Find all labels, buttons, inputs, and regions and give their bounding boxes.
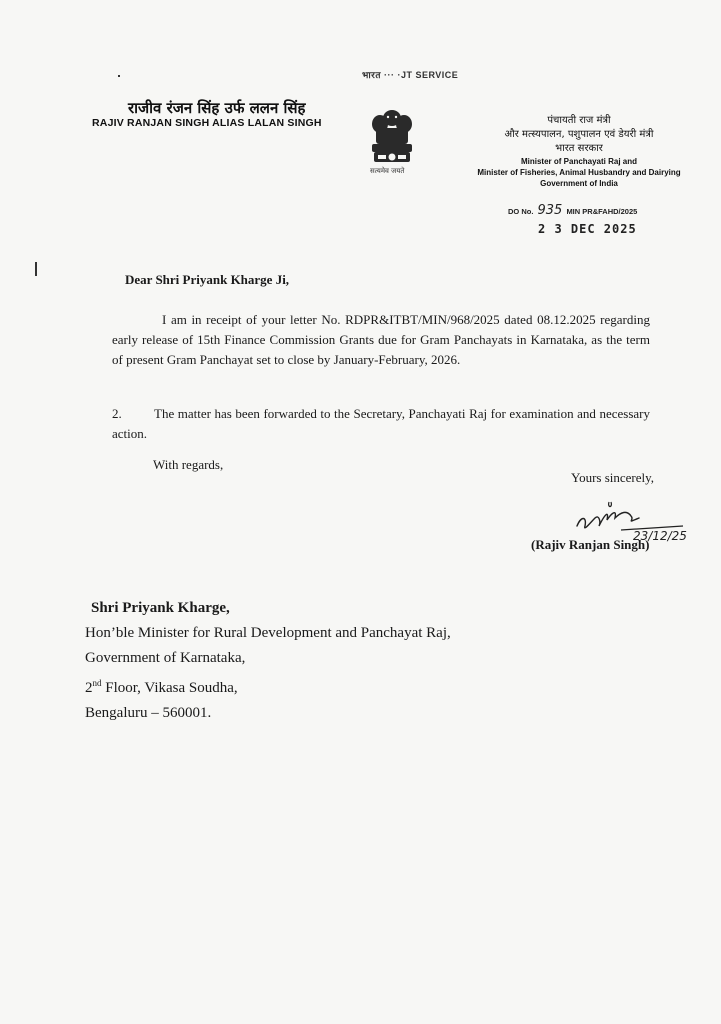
floor-rest: Floor, Vikasa Soudha,: [101, 680, 238, 696]
recipient-city: Bengaluru – 560001.: [85, 705, 212, 721]
office-english-line-1: Minister of Panchayati Raj and: [520, 157, 638, 166]
office-hindi-line-2: और मत्स्यपालन, पशुपालन एवं डेयरी मंत्री: [504, 129, 654, 140]
paragraph-2: [112, 404, 650, 444]
paragraph-2-number: 2.: [112, 406, 122, 421]
office-block: [450, 114, 708, 189]
margin-dot: [118, 75, 120, 77]
sender-name-english: RAJIV RANJAN SINGH ALIAS LALAN SINGH: [92, 117, 322, 129]
recipient-government: Government of Karnataka,: [85, 650, 246, 666]
salutation: Dear Shri Priyank Kharge Ji,: [125, 272, 290, 287]
office-hindi-line-1: पंचायती राज मंत्री: [547, 115, 611, 126]
paragraph-2-text: The matter has been forwarded to the Secretary, Panchayati Raj for examination and necessary action.: [112, 406, 650, 441]
do-suffix: MIN PR&FAHD/2025: [566, 207, 638, 216]
date-stamp: 2 3 DEC 2025: [538, 222, 637, 236]
regards: With regards,: [153, 457, 224, 472]
floor-number: 2: [85, 680, 93, 696]
emblem-caption: सत्यमेव जयते: [370, 167, 405, 175]
margin-mark: [35, 262, 37, 276]
sender-name-hindi: राजीव रंजन सिंह उर्फ ललन सिंह: [128, 99, 306, 117]
closing: Yours sincerely,: [571, 470, 655, 485]
signed-name: (Rajiv Ranjan Singh): [531, 537, 650, 552]
signature-date: 23/12/25: [633, 529, 687, 543]
do-number: 935: [537, 203, 563, 218]
do-reference: [508, 203, 637, 218]
office-hindi-line-3: भारत सरकार: [555, 143, 603, 154]
recipient-designation: Hon’ble Minister for Rural Development and Panchayat Raj,: [85, 625, 451, 641]
recipient-floor: [85, 671, 451, 701]
do-prefix: DO No.: [508, 207, 534, 216]
recipient-address: [85, 596, 451, 726]
paragraph-1: I am in receipt of your letter No. RDPR&ITBT/MIN/968/2025 dated 08.12.2025 regarding early release of 15th Finance Commission Grants due for Gram Panchayats in Karnataka, as the term of present Gram Panchayat set to close by January-February, 2026.: [112, 312, 650, 367]
top-stamp: भारत ··· ·JT SERVICE: [362, 70, 459, 80]
recipient-name: Shri Priyank Kharge,: [91, 600, 230, 616]
floor-suffix: nd: [92, 678, 102, 688]
office-english-line-2: Minister of Fisheries, Animal Husbandry and Dairying: [477, 168, 681, 177]
office-english-line-3: Government of India: [540, 179, 618, 188]
